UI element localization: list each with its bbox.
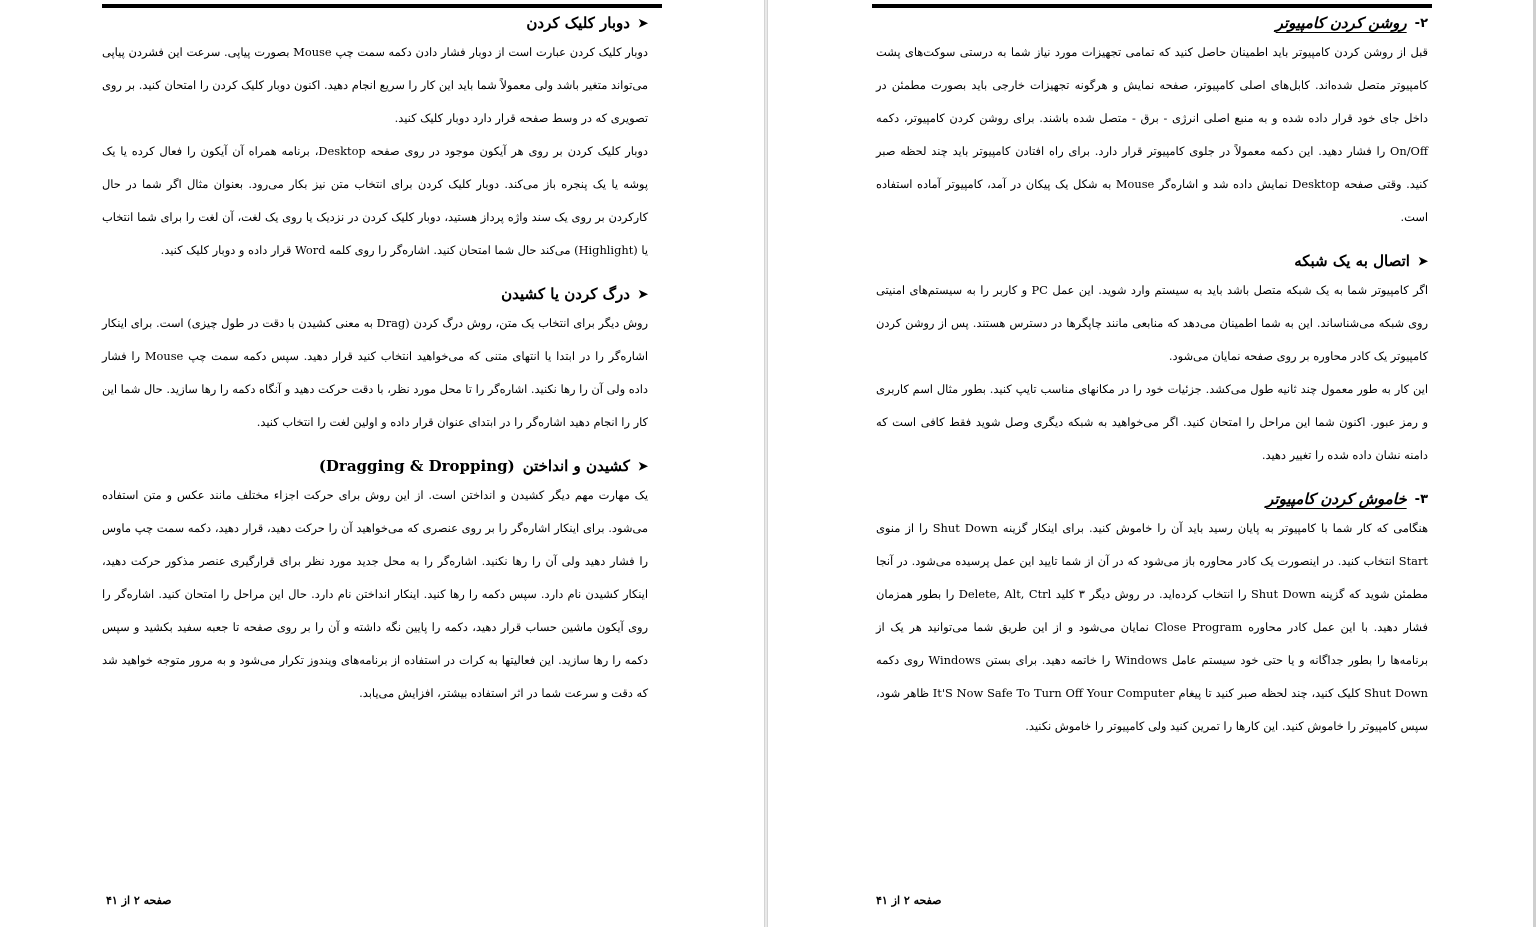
page-footer: صفحه ۲ از ۴۱ [106, 894, 172, 907]
section-title-double-click: ➤ دوبار کلیک کردن [526, 14, 648, 32]
top-rule [872, 4, 1432, 8]
paragraph: این کار به طور معمول چند ثانیه طول می‌کشد. جزئیات خود را در مکانهای مناسب تایپ کنید. بطور مثال اسم کاربری و رمز عبور. اکنون شما این مراحل را امتحان کنید. اگر می‌خواهید به شبکه دیگری وصل شوید فقط کافی است که دامنه نشان داده شده را تغییر دهید. [876, 382, 1428, 462]
right-page-content [876, 10, 1428, 743]
top-rule [102, 4, 662, 8]
section-title-drag: ➤ درگ کردن یا کشیدن [501, 285, 648, 303]
paragraph: دوبار کلیک کردن عبارت است از دوبار فشار دادن دکمه سمت چپ Mouse بصورت پیاپی. سرعت این فشردن پیاپی می‌تواند متغیر باشد ولی معمولاً شما باید این کار را سریع انجام دهید. اکنون دوبار کلیک کردن را امتحان کنید. بر روی تصویری که در وسط صفحه قرار دارد دوبار کلیک کنید. [102, 45, 648, 125]
paragraph: هنگامی که کار شما با کامپیوتر به پایان رسید باید آن را خاموش کنید. برای اینکار گزینه Shut Down را از منوی Start انتخاب کنید. در اینصورت یک کادر محاوره باز می‌شود که در آن از شما تایید این عمل پرسیده می‌شود. در آنجا مطمئن شوید که گزینه Shut Down را انتخاب کرده‌اید. در روش دیگر ۳ کلید Delete, Alt, Ctrl را بطور همزمان فشار دهید. با این عمل کادر محاوره Close Program نمایان می‌شود و از این طریق شما می‌توانید هر یک از برنامه‌ها را بطور جداگانه و یا حتی خود سیستم عامل Windows را خاتمه دهید. برای بستن Windows روی دکمه Shut Down کلیک کنید، چند لحظه صبر کنید تا پیغام It'S Now Safe To Turn Off Your Computer ظاهر شود، سپس کامپیوتر را خاموش کنید. این کارها را تمرین کنید ولی کامپیوتر را خاموش نکنید. [876, 521, 1429, 733]
page-footer: صفحه ۲ از ۴۱ [876, 894, 942, 907]
bullet-arrow-icon: ➤ [637, 16, 648, 30]
paragraph: دوبار کلیک کردن بر روی هر آیکون موجود در روی صفحه Desktop، برنامه همراه آن آیکون را فعال کرده یا یک پوشه یا یک پنجره باز می‌کند. دوبار کلیک کردن برای انتخاب متن نیز بکار می‌رود. بعنوان مثال اگر شما در حال کارکردن بر روی یک سند واژه پرداز هستید، دوبار کلیک کردن در نزدیک یا روی یک لغت، آن لغت را برای شما انتخاب یا (Highlight) می‌کند حال شما امتحان کنید. اشاره‌گر را روی کلمه Word قرار داده و دوبار کلیک کنید. [102, 144, 649, 257]
paragraph: اگر کامپیوتر شما به یک شبکه متصل باشد باید به سیستم وارد شوید. این عمل PC و کاربر را به سیستم‌های امنیتی روی شبکه می‌شناساند. این به شما اطمینان می‌دهد که منابعی مانند چاپگرها در دسترس هستند. پس از روشن کردن کامپیوتر یک کادر محاوره بر روی صفحه نمایان می‌شود. [876, 283, 1428, 363]
bullet-arrow-icon: ➤ [637, 459, 648, 473]
bullet-arrow-icon: ➤ [1417, 254, 1428, 268]
left-page-content [102, 10, 648, 710]
section-title-power-on: ۲- روشن کردن کامپیوتر [1275, 14, 1428, 32]
section-title-shutdown: ۳- خاموش کردن کامپیوتر [1266, 490, 1428, 508]
document-page-right [768, 0, 1536, 927]
document-page-left [0, 0, 764, 927]
paragraph: یک مهارت مهم دیگر کشیدن و انداختن است. از این روش برای حرکت اجزاء مختلف مانند عکس و متن استفاده می‌شود. برای اینکار اشاره‌گر را بر روی عنصری که می‌خواهید آن را حرکت دهید، قرار دهید، دکمه سمت چپ ماوس را فشار دهید ولی آن را رها نکنید. اشاره‌گر را به محل جدید مورد نظر برای قرارگیری عنصر مذکور حرکت دهید، اینکار کشیدن نام دارد. سپس دکمه را رها کنید. اینکار انداختن نام دارد. حال این مراحل را امتحان کنید. اشاره‌گر را روی آیکون ماشین حساب قرار دهید، دکمه را پایین نگه داشته و آن را بر روی صفحه تا جعبه سفید بکشید و سپس دکمه را رها سازید. این فعالیتها به کرات در استفاده از برنامه‌های ویندوز تکرار می‌شود و به مرور متوجه خواهید شد که دقت و سرعت شما در اثر استفاده بیشتر، افزایش می‌یابد. [102, 488, 648, 700]
section-title-drag-drop: ➤ کشیدن و انداختن (Dragging & Dropping) [318, 457, 648, 475]
bullet-arrow-icon: ➤ [637, 287, 648, 301]
paragraph: روش دیگر برای انتخاب یک متن، روش درگ کردن (Drag به معنی کشیدن با دقت در طول چیزی) است. برای اینکار اشاره‌گر را در ابتدا یا انتهای متنی که می‌خواهید انتخاب کنید قرار دهید. سپس دکمه سمت چپ Mouse را فشار داده ولی آن را رها نکنید. اشاره‌گر را تا محل مورد نظر، با دقت حرکت دهید و آنگاه دکمه را رها سازید. حال شما این کار را انجام دهید اشاره‌گر را در ابتدای عنوان قرار داده و اولین لغت را انتخاب کنید. [102, 316, 648, 429]
paragraph: قبل از روشن کردن کامپیوتر باید اطمینان حاصل کنید که تمامی تجهیزات مورد نیاز شما به درستی سوکت‌های پشت کامپیوتر متصل شده‌اند. کابل‌های اصلی کامپیوتر، صفحه نمایش و هرگونه تجهیزات خارجی باید بصورت مطمئن در داخل جای خود قرار داده شده و به منبع اصلی انرژی - برق - متصل شده باشند. برای روشن کردن کامپیوتر، دکمه On/Off را فشار دهید. این دکمه معمولاً در جلوی کامپیوتر قرار دارد. برای راه افتادن کامپیوتر باید چند لحظه صبر کنید. وقتی صفحه Desktop نمایش داده شد و اشاره‌گر Mouse به شکل یک پیکان در آمد، کامپیوتر آماده استفاده است. [876, 45, 1429, 224]
section-title-network: ➤ اتصال به یک شبکه [1294, 252, 1428, 270]
